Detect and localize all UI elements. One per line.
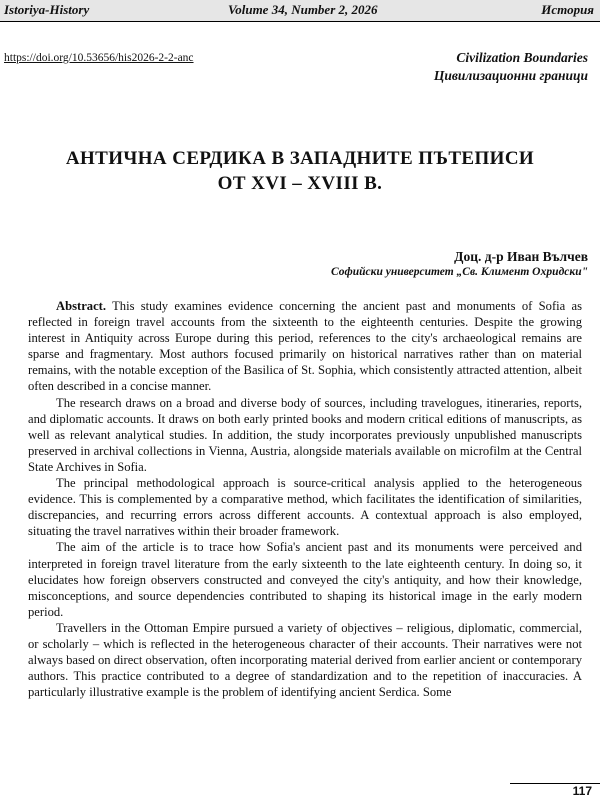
abstract-label: Abstract. <box>56 299 107 313</box>
author-affiliation: Софийски университет „Св. Климент Охридски" <box>331 266 588 278</box>
abstract-paragraph-4: The aim of the article is to trace how Sofia's ancient past and its monuments were perceived and interpreted in foreign travel literature from the early sixteenth to the late eighteenth century. In doing so, it elucidates how foreign observers constructed and conveyed the city's antiquity, and how their knowledge, misconceptions, and source dependencies contributed to shaping its historical image in the early modern period. <box>28 540 582 619</box>
abstract-paragraph-3: The principal methodological approach is source-critical analysis applied to the heterogeneous evidence. This is complemented by a comparative method, which facilitates the identification of similarities, discrepancies, and recurring errors across different accounts. A contextual approach is also employed, situating the travel narratives within their broader framework. <box>28 476 582 539</box>
header-journal-name: Istoriya-History <box>4 2 90 17</box>
header-volume: Volume 34, Number 2, 2026 <box>228 2 378 17</box>
section-name-en: Civilization Boundaries <box>456 50 588 65</box>
section-name <box>434 49 588 85</box>
abstract-paragraph-2: The research draws on a broad and diverse body of sources, including travelogues, itineraries, reports, and diplomatic accounts. It draws on both early printed books and modern critical editions of manuscripts, as well as relevant analytical studies. In addition, the study incorporates previously unpublished manuscripts preserved in archival collections in Vienna, Austria, alongside materials available on microfilm at the Central State Archives in Sofia. <box>28 395 582 474</box>
article-title-line-1: АНТИЧНА СЕРДИКА В ЗАПАДНИТЕ ПЪТЕПИСИ <box>65 148 535 169</box>
abstract-paragraph-1-text: This study examines evidence concerning the ancient past and monuments of Sofia as reflected in foreign travel accounts from the sixteenth to the eighteenth centuries. Despite the growing interest in Antiquity across Europe during this period, references to the city's archaeological remains are sparse and fragmentary. Most authors focused primarily on historical narratives rather than on material remains, with the notable exception of the Basilica of St. Sophia, which consistently attracted attention, albeit often described in a concise manner. <box>28 299 582 394</box>
author-name: Доц. д-р Иван Вълчев <box>454 249 588 264</box>
abstract-paragraph-1 <box>28 298 582 395</box>
article-title <box>0 146 600 196</box>
header-journal-name-bg: История <box>541 2 594 17</box>
abstract <box>28 298 582 700</box>
page-number: 117 <box>572 784 592 798</box>
abstract-paragraph-5: Travellers in the Ottoman Empire pursued a variety of objectives – religious, diplomatic, commercial, or scholarly – which is reflected in the heterogeneous character of their accounts. Their narratives were not always based on direct observation, often incorporating material derived from earlier ancient or contemporary authors. This practice contributed to a degree of standardization and to the repetition of inaccuracies. A particularly illustrative example is the problem of identifying ancient Serdica. Some <box>28 620 582 700</box>
section-name-bg: Цивилизационни граници <box>433 68 588 83</box>
article-title-line-2: ОТ XVI – XVIII В. <box>217 173 383 194</box>
doi-link[interactable]: https://doi.org/10.53656/his2026-2-2-anc <box>4 52 194 64</box>
running-header <box>0 0 600 22</box>
